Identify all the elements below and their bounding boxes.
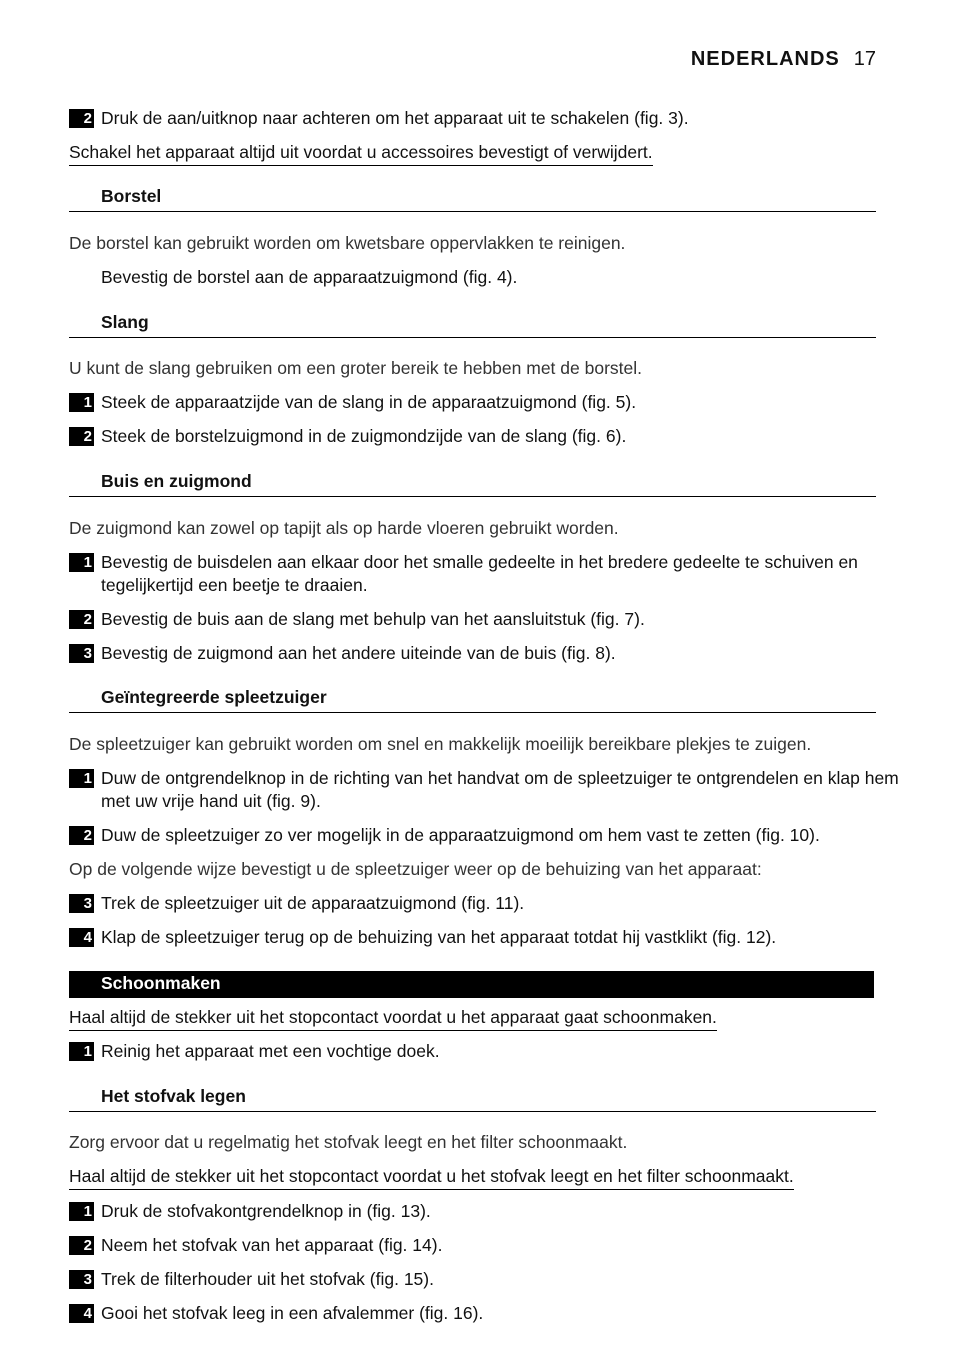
section-heading-schoonmaken [69,971,874,998]
language-label: NEDERLANDS [690,48,840,70]
step-number: 2 [69,610,94,629]
step-text: Druk de aan/uitknop naar achteren om het apparaat uit te schakelen (fig. 3). [101,108,689,128]
intro-step-2 [69,107,908,130]
step-text: Trek de spleetzuiger uit de apparaatzuigmond (fig. 11). [101,893,525,913]
step-number: 2 [69,826,94,845]
spleet-description: De spleetzuiger kan gebruikt worden om snel en makkelijk moeilijk bereikbare plekjes te zuigen. [69,734,812,754]
section-heading-borstel [69,186,876,212]
spleet-note: Op de volgende wijze bevestigt u de spleetzuiger weer op de behuizing van het apparaat: [69,859,762,879]
buis-step-1 [69,551,861,597]
step-number: 3 [69,1270,94,1289]
intro-warning [69,141,876,166]
step-number: 3 [69,644,94,663]
stofvak-step-1 [69,1200,908,1223]
section-title: Borstel [101,186,162,206]
page-number: 17 [853,48,876,70]
step-number: 4 [69,1304,94,1323]
buis-description: De zuigmond kan zowel op tapijt als op harde vloeren gebruikt worden. [69,518,619,538]
step-text: Neem het stofvak van het apparaat (fig. 14). [101,1235,443,1255]
step-text: Druk de stofvakontgrendelknop in (fig. 13). [101,1201,431,1221]
step-number: 4 [69,928,94,947]
schoon-step-1 [69,1040,908,1063]
buis-step-2 [69,608,908,631]
section-title: Slang [101,312,149,332]
spleet-step-1 [69,767,908,813]
stofvak-step-2 [69,1234,908,1257]
step-text: Gooi het stofvak leeg in een afvalemmer (fig. 16). [101,1303,484,1323]
step-number: 1 [69,769,94,788]
step-text: Bevestig de zuigmond aan het andere uiteinde van de buis (fig. 8). [101,643,616,663]
warning-text: Schakel het apparaat altijd uit voordat u accessoires bevestigt of verwijdert. [69,141,653,166]
spleet-step-3 [69,892,908,915]
step-text: Trek de filterhouder uit het stofvak (fig. 15). [101,1269,434,1289]
step-number: 1 [69,553,94,572]
step-number: 2 [69,109,94,128]
step-text: Steek de borstelzuigmond in de zuigmondzijde van de slang (fig. 6). [101,426,627,446]
warning-text: Haal altijd de stekker uit het stopcontact voordat u het stofvak leegt en het filter schoonmaakt. [69,1165,794,1190]
spleet-step-4 [69,926,908,949]
borstel-instruction: Bevestig de borstel aan de apparaatzuigmond (fig. 4). [101,267,518,287]
section-heading-buis [69,471,876,497]
stofvak-description: Zorg ervoor dat u regelmatig het stofvak leegt en het filter schoonmaakt. [69,1132,628,1152]
step-number: 3 [69,894,94,913]
step-text: Duw de spleetzuiger zo ver mogelijk in de apparaatzuigmond om hem vast te zetten (fig. 10). [101,825,820,845]
spleet-step-2 [69,824,908,847]
step-number: 1 [69,1202,94,1221]
step-text: Reinig het apparaat met een vochtige doek. [101,1041,440,1061]
step-text: Steek de apparaatzijde van de slang in de apparaatzuigmond (fig. 5). [101,392,637,412]
step-number: 1 [69,1042,94,1061]
warning-text: Haal altijd de stekker uit het stopcontact voordat u het apparaat gaat schoonmaken. [69,1006,717,1031]
slang-description: U kunt de slang gebruiken om een groter bereik te hebben met de borstel. [69,358,642,378]
slang-step-2 [69,425,908,448]
borstel-description: De borstel kan gebruikt worden om kwetsbare oppervlakken te reinigen. [69,233,626,253]
slang-step-1 [69,391,908,414]
schoon-warning [69,1006,876,1031]
section-heading-stofvak [69,1086,876,1112]
section-heading-spleetzuiger [69,687,876,713]
buis-step-3 [69,642,908,665]
stofvak-step-4 [69,1302,908,1325]
step-number: 1 [69,393,94,412]
page-header [691,48,876,71]
section-title: Het stofvak legen [101,1086,246,1106]
step-text: Bevestig de buisdelen aan elkaar door het smalle gedeelte in het bredere gedeelte te schuiven en tegelijkertijd een beetje te draaien. [101,552,858,595]
stofvak-step-3 [69,1268,908,1291]
section-heading-slang [69,312,876,338]
section-title: Buis en zuigmond [101,471,252,491]
stofvak-warning [69,1165,876,1190]
section-title: Schoonmaken [101,973,221,993]
step-text: Bevestig de buis aan de slang met behulp van het aansluitstuk (fig. 7). [101,609,645,629]
step-text: Klap de spleetzuiger terug op de behuizing van het apparaat totdat hij vastklikt (fig. 12). [101,927,777,947]
step-number: 2 [69,427,94,446]
step-text: Duw de ontgrendelknop in de richting van het handvat om de spleetzuiger te ontgrendelen en klap hem met uw vrije hand uit (fig. 9). [101,768,899,811]
step-number: 2 [69,1236,94,1255]
section-title: Geïntegreerde spleetzuiger [101,687,327,707]
